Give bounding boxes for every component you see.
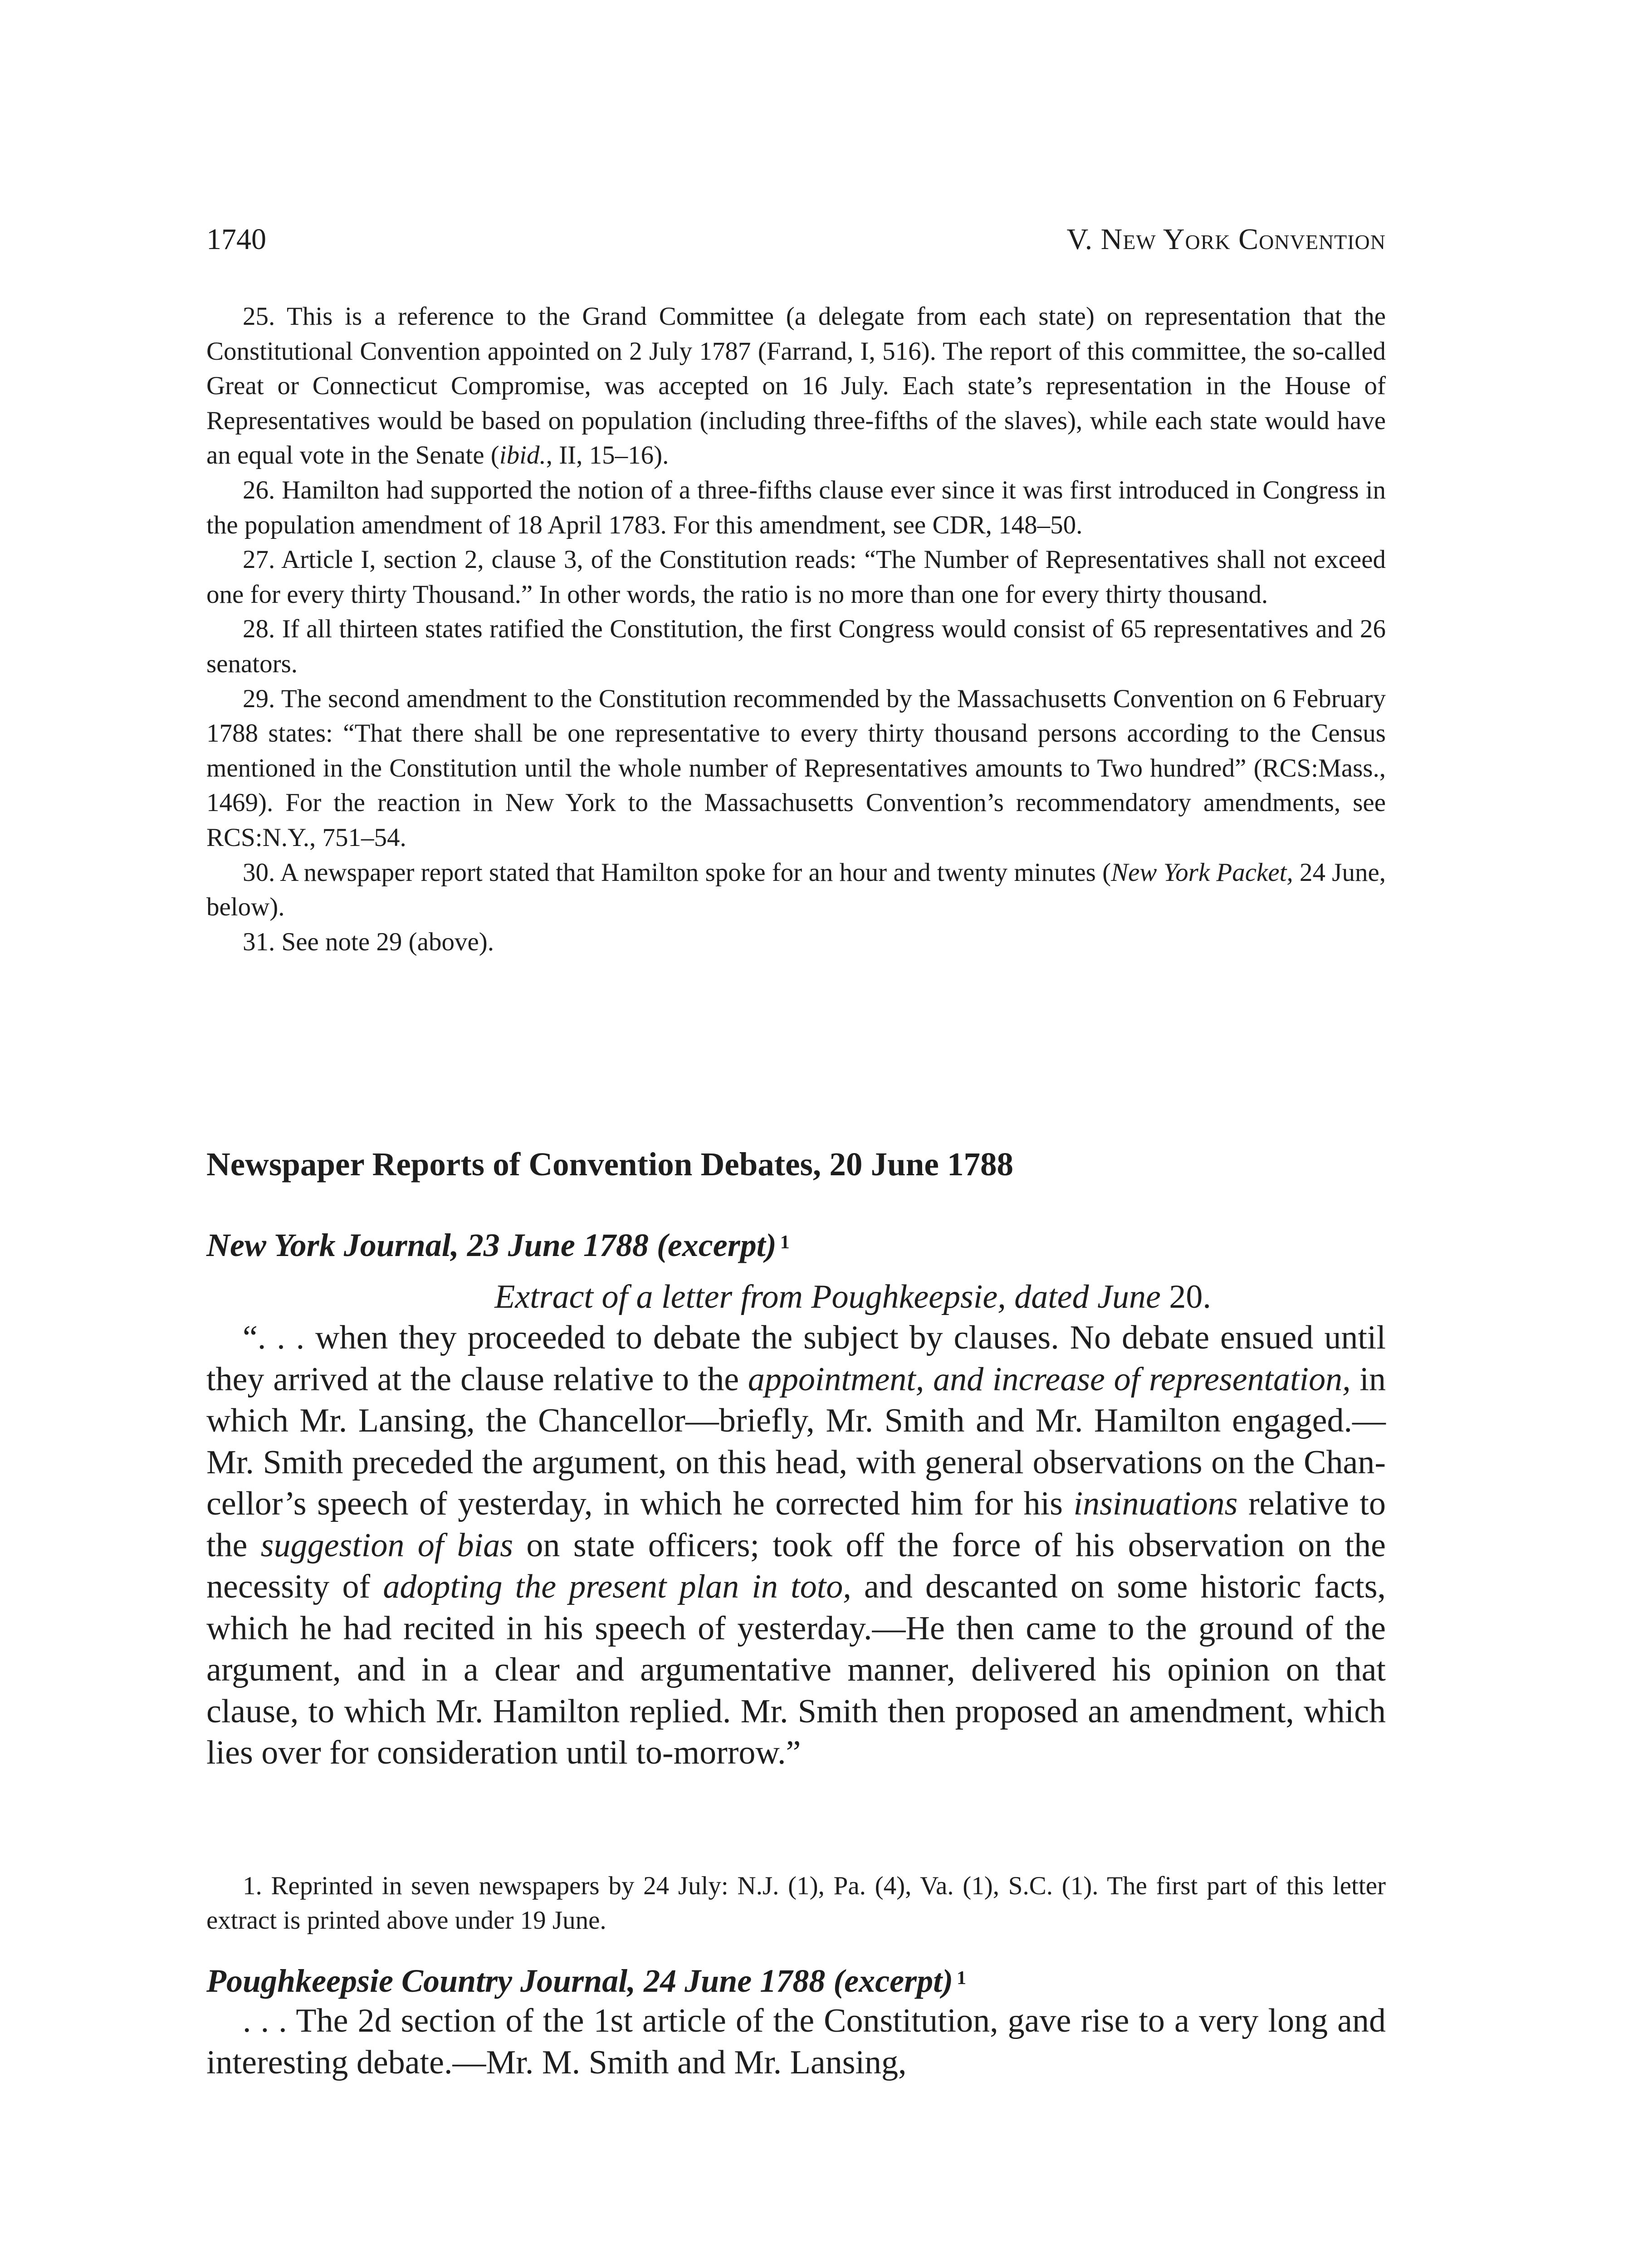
section-heading: Newspaper Reports of Convention Debates, 20 June 1788 [206,1146,1014,1183]
footnote-text: 1. Reprinted in seven newspapers by 24 July: N.J. (1), Pa. (4), Va. (1), S.C. (1). The first part of this letter extract is printed above under 19 June. [206,1872,1386,1935]
newspaper-excerpt [206,2000,1386,2083]
footnote [206,1869,1386,1938]
footnote-ref: 1 [957,1968,967,1989]
body-paragraph: . . . The 2d section of the 1st article of the Constitution, gave rise to a very long and interesting debate.—Mr. M. Smith and Mr. Lansing, [206,2002,1386,2081]
note-25 [206,299,1386,473]
section-title: V. New York Convention [1066,223,1386,256]
body-text: “. . . when they proceeded to debate the subject by clauses. No debate ensued until they arrived at the clause relative to the [206,1319,1386,1398]
note-italic: New York Packet, [1111,858,1293,887]
body-text: in which Mr. Lansing, the Chancellor—briefly, Mr. Smith and Mr. Hamilton engaged.—Mr. Smith preceded the argument, on this head, with general observations on the Chancellor’s speech of yesterday, in which he corrected him for his [206,1360,1386,1522]
note-31: 31. See note 29 (above). [243,927,494,956]
body-italic: appointment, and increase of representation, [748,1360,1351,1398]
dateline-text: Extract of a letter from Poughkeepsie, dated June [494,1278,1161,1315]
note-27: 27. Article I, section 2, clause 3, of the Constitution reads: “The Number of Representatives shall not exceed one for every thirty Thousand.” In other words, the ratio is no more than one for every thirty thousand. [206,545,1386,609]
note-28: 28. If all thirteen states ratified the Constitution, the first Congress would consist of 65 representatives and 26 senators. [206,615,1386,678]
running-head [206,221,1386,258]
dateline-day: 20. [1169,1278,1211,1315]
note-text: 25. This is a reference to the Grand Committee (a delegate from each state) on representation that the Constitutional Convention appointed on 2 July 1787 (Farrand, I, 516). The report of this committee, the so-called Great or Connecticut Compromise, was accepted on 16 July. Each state’s representation in the House of Representatives would be based on population (including three-fifths of the slaves), while each state would have an equal vote in the Senate ( [206,302,1386,470]
note-26: 26. Hamilton had supported the notion of a three-fifths clause ever since it was first introduced in Congress in the population amendment of 18 April 1783. For this amendment, see CDR, 148–50. [206,475,1386,539]
body-italic: suggestion of bias [260,1526,513,1564]
footnote-ref: 1 [780,1232,790,1253]
source-title-poughkeepsie-country-journal [206,1960,1431,2001]
note-text: 30. A newspaper report stated that Hamilton spoke for an hour and twenty minutes ( [243,858,1111,887]
source-title-text: Poughkeepsie Country Journal, 24 June 1788 (excerpt) [206,1963,953,1999]
letter-dateline [0,1276,1633,1317]
body-text: and descanted on some historic facts, which he had recited in his speech of yesterday.—He then came to the ground of the argument, and in a clear and argumentative manner, delivered his opinion on that clause, to which Mr. Hamilton replied. Mr. Smith then proposed an amendment, which lies over for consideration until to-morrow.” [206,1568,1386,1771]
note-italic: ibid. [499,441,546,470]
endnotes [206,299,1386,959]
body-italic: insinuations [1073,1485,1238,1522]
body-paragraph [206,1317,1386,1774]
note-30 [206,855,1386,925]
note-text: 24 June, below). [206,858,1386,922]
note-29: 29. The second amendment to the Constitution recommended by the Massachusetts Convention on 6 February 1788 states: “That there shall be one representative to every thirty thousand persons according to the Census mentioned in the Constitution until the whole number of Representatives amounts to Two hundred” (RCS:Mass., 1469). For the reaction in New York to the Massachusetts Convention’s recommendatory amendments, see RCS:N.Y., 751–54. [206,684,1386,852]
page-number: 1740 [206,223,266,256]
letter-extract [206,1317,1386,1774]
body-text: on state officers; took off the force of his observation on the necessity of [206,1526,1386,1605]
body-italic: adopting the present plan in toto, [383,1568,851,1605]
note-text: , II, 15–16). [546,441,669,470]
body-text: relative to the [206,1485,1386,1564]
source-title-new-york-journal [206,1225,1431,1266]
source-title-text: New York Journal, 23 June 1788 (excerpt) [206,1227,777,1263]
